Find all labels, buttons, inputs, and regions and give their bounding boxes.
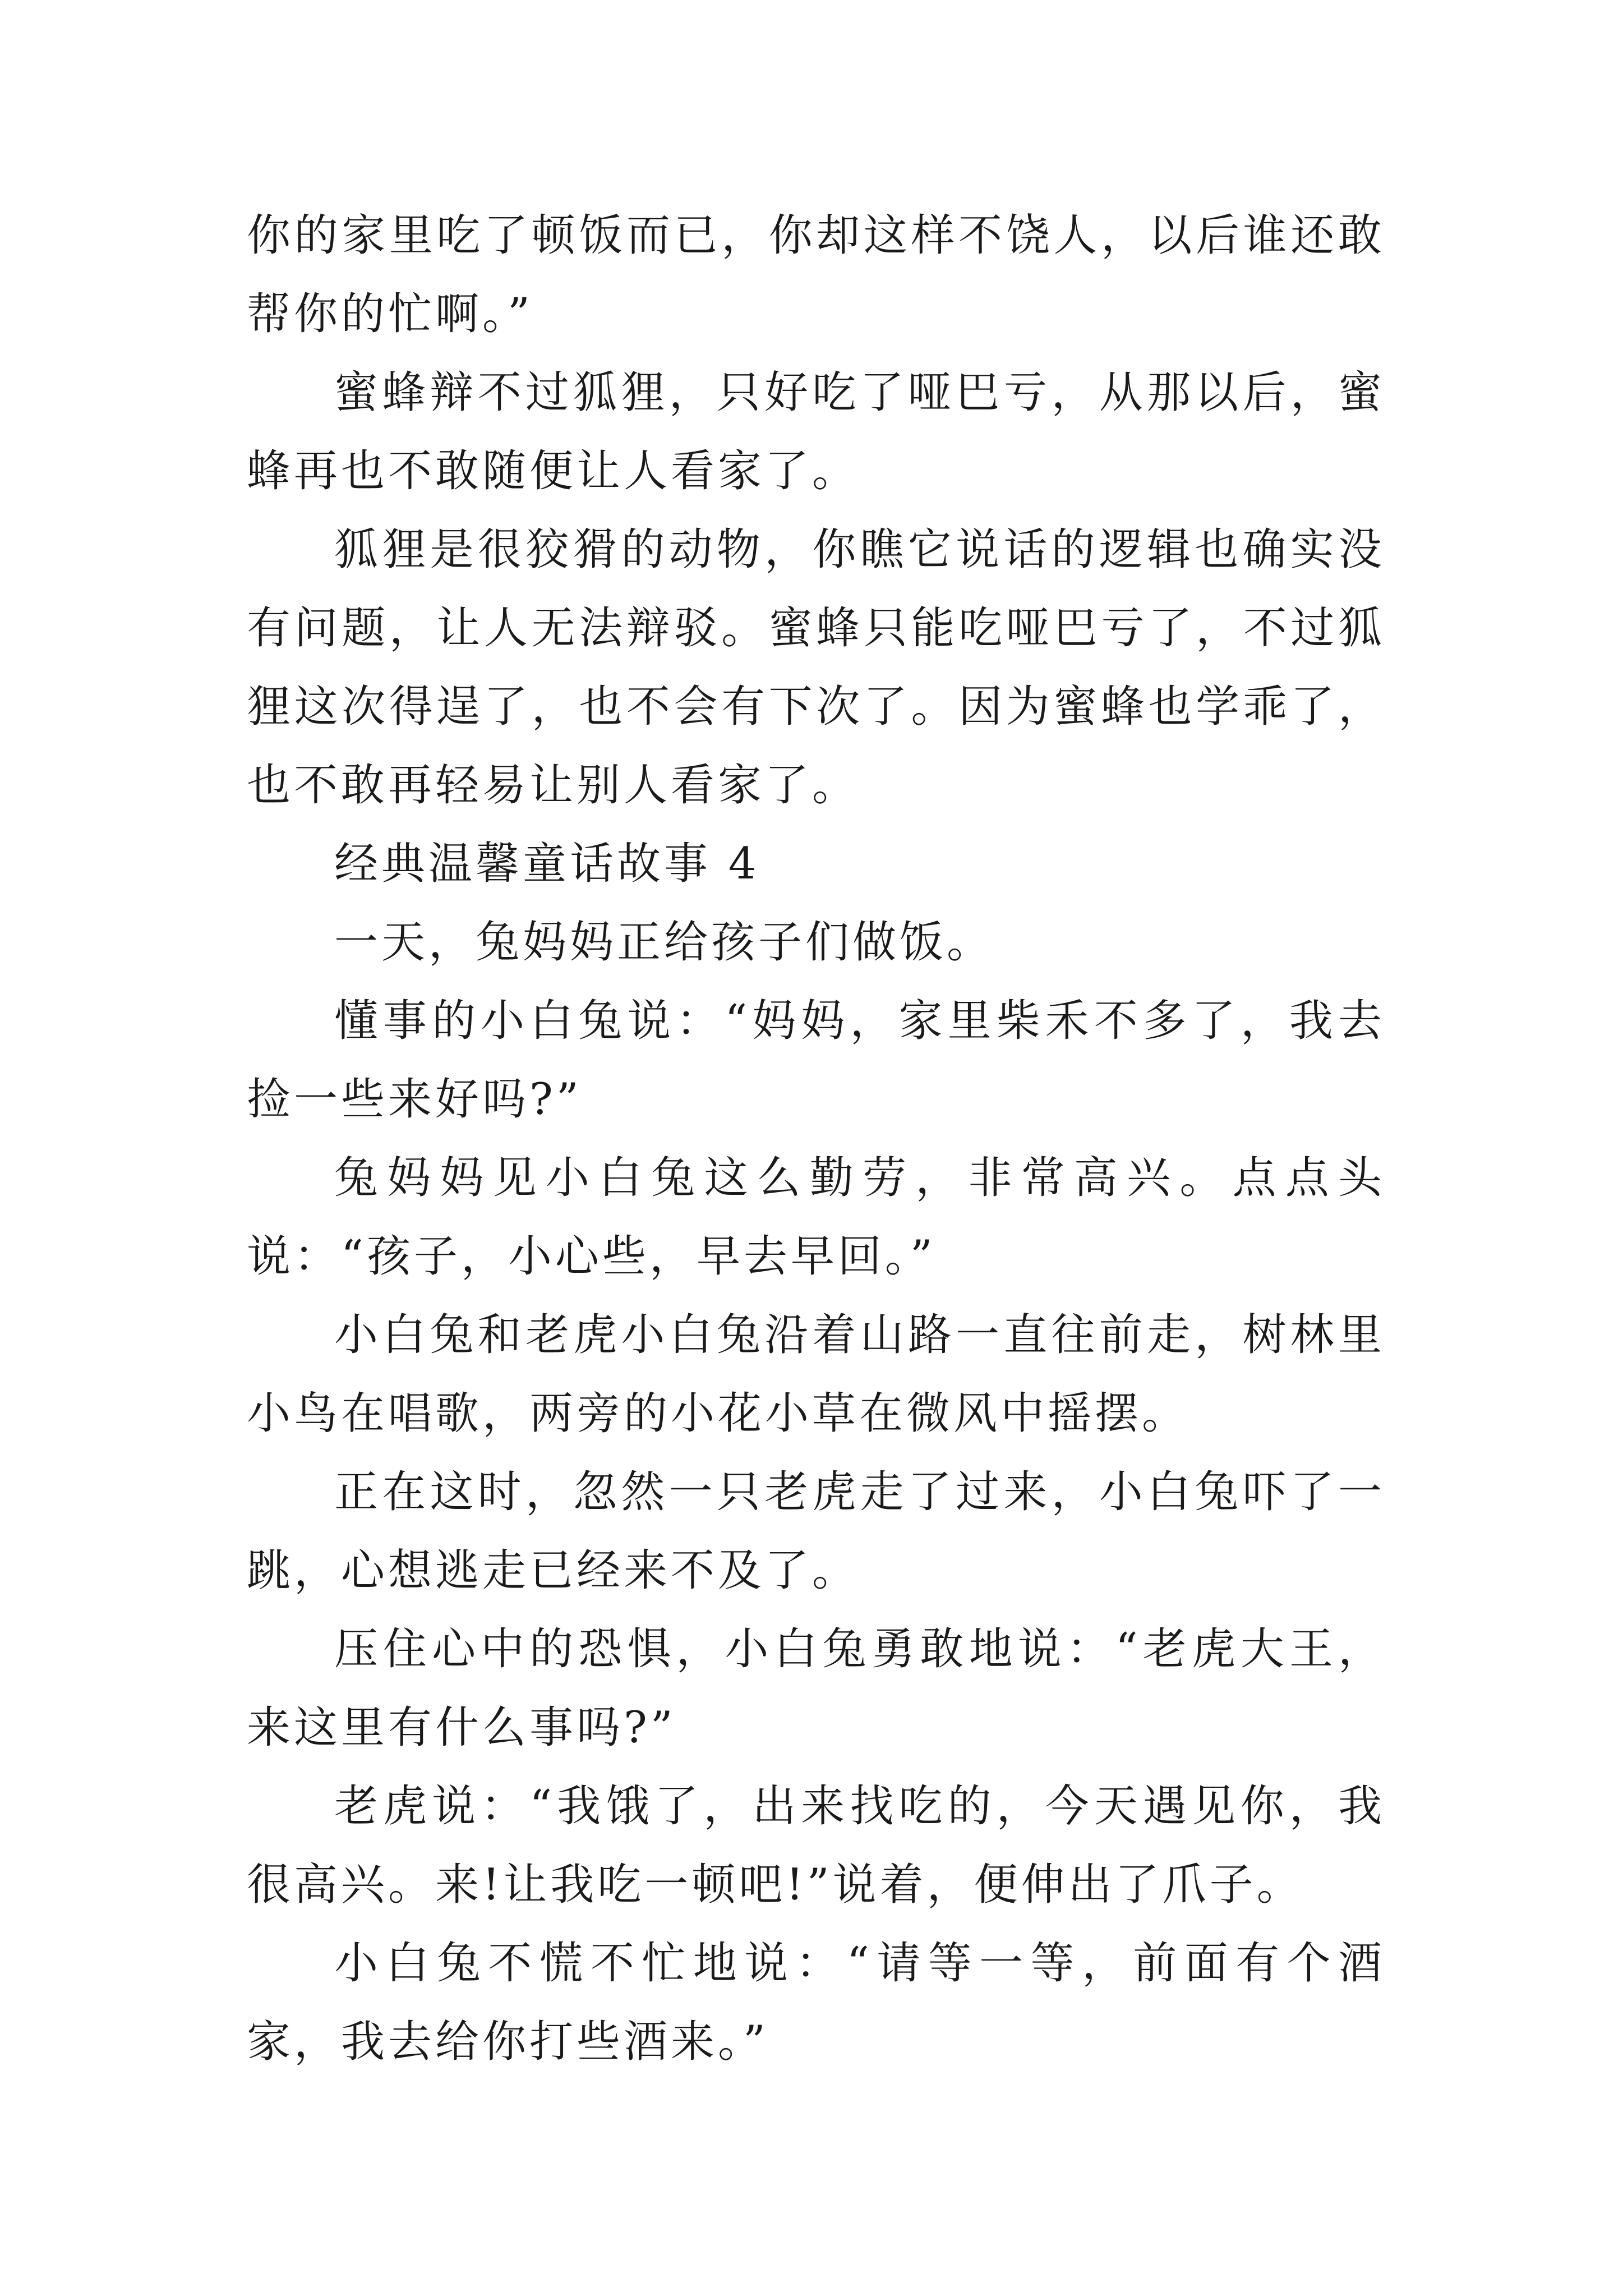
paragraph: 一天，兔妈妈正给孩子们做饭。 — [334, 917, 994, 968]
section-heading: 经典温馨童话故事 4 — [334, 839, 760, 889]
paragraph: 老虎说：“我饿了，出来找吃的，今天遇见你，我很高兴。来!让我吃一顿吧!”说着，便伸出了爪子。 — [247, 1781, 1385, 1910]
paragraph: 狐狸是很狡猾的动物，你瞧它说话的逻辑也确实没有问题，让人无法辩驳。蜜蜂只能吃哑巴亏了，不过狐狸这次得逞了，也不会有下次了。因为蜜蜂也学乖了，也不敢再轻易让别人看家了。 — [247, 524, 1385, 811]
paragraph: 压住心中的恐惧，小白兔勇敢地说：“老虎大王，来这里有什么事吗?” — [247, 1624, 1385, 1753]
paragraph: 正在这时，忽然一只老虎走了过来，小白兔吓了一跳，心想逃走已经来不及了。 — [247, 1467, 1385, 1596]
document-body — [247, 196, 1385, 2081]
paragraph: 你的家里吃了顿饭而已，你却这样不饶人，以后谁还敢帮你的忙啊。” — [247, 210, 1385, 339]
paragraph: 蜜蜂辩不过狐狸，只好吃了哑巴亏，从那以后，蜜蜂再也不敢随便让人看家了。 — [247, 367, 1385, 496]
paragraph: 懂事的小白兔说：“妈妈，家里柴禾不多了，我去捡一些来好吗?” — [247, 996, 1385, 1125]
paragraph: 兔妈妈见小白兔这么勤劳，非常高兴。点点头说：“孩子，小心些，早去早回。” — [247, 1153, 1385, 1282]
paragraph: 小白兔和老虎小白兔沿着山路一直往前走，树林里小鸟在唱歌，两旁的小花小草在微风中摇摆。 — [247, 1310, 1385, 1439]
paragraph: 小白兔不慌不忙地说：“请等一等，前面有个酒家，我去给你打些酒来。” — [247, 1938, 1385, 2067]
